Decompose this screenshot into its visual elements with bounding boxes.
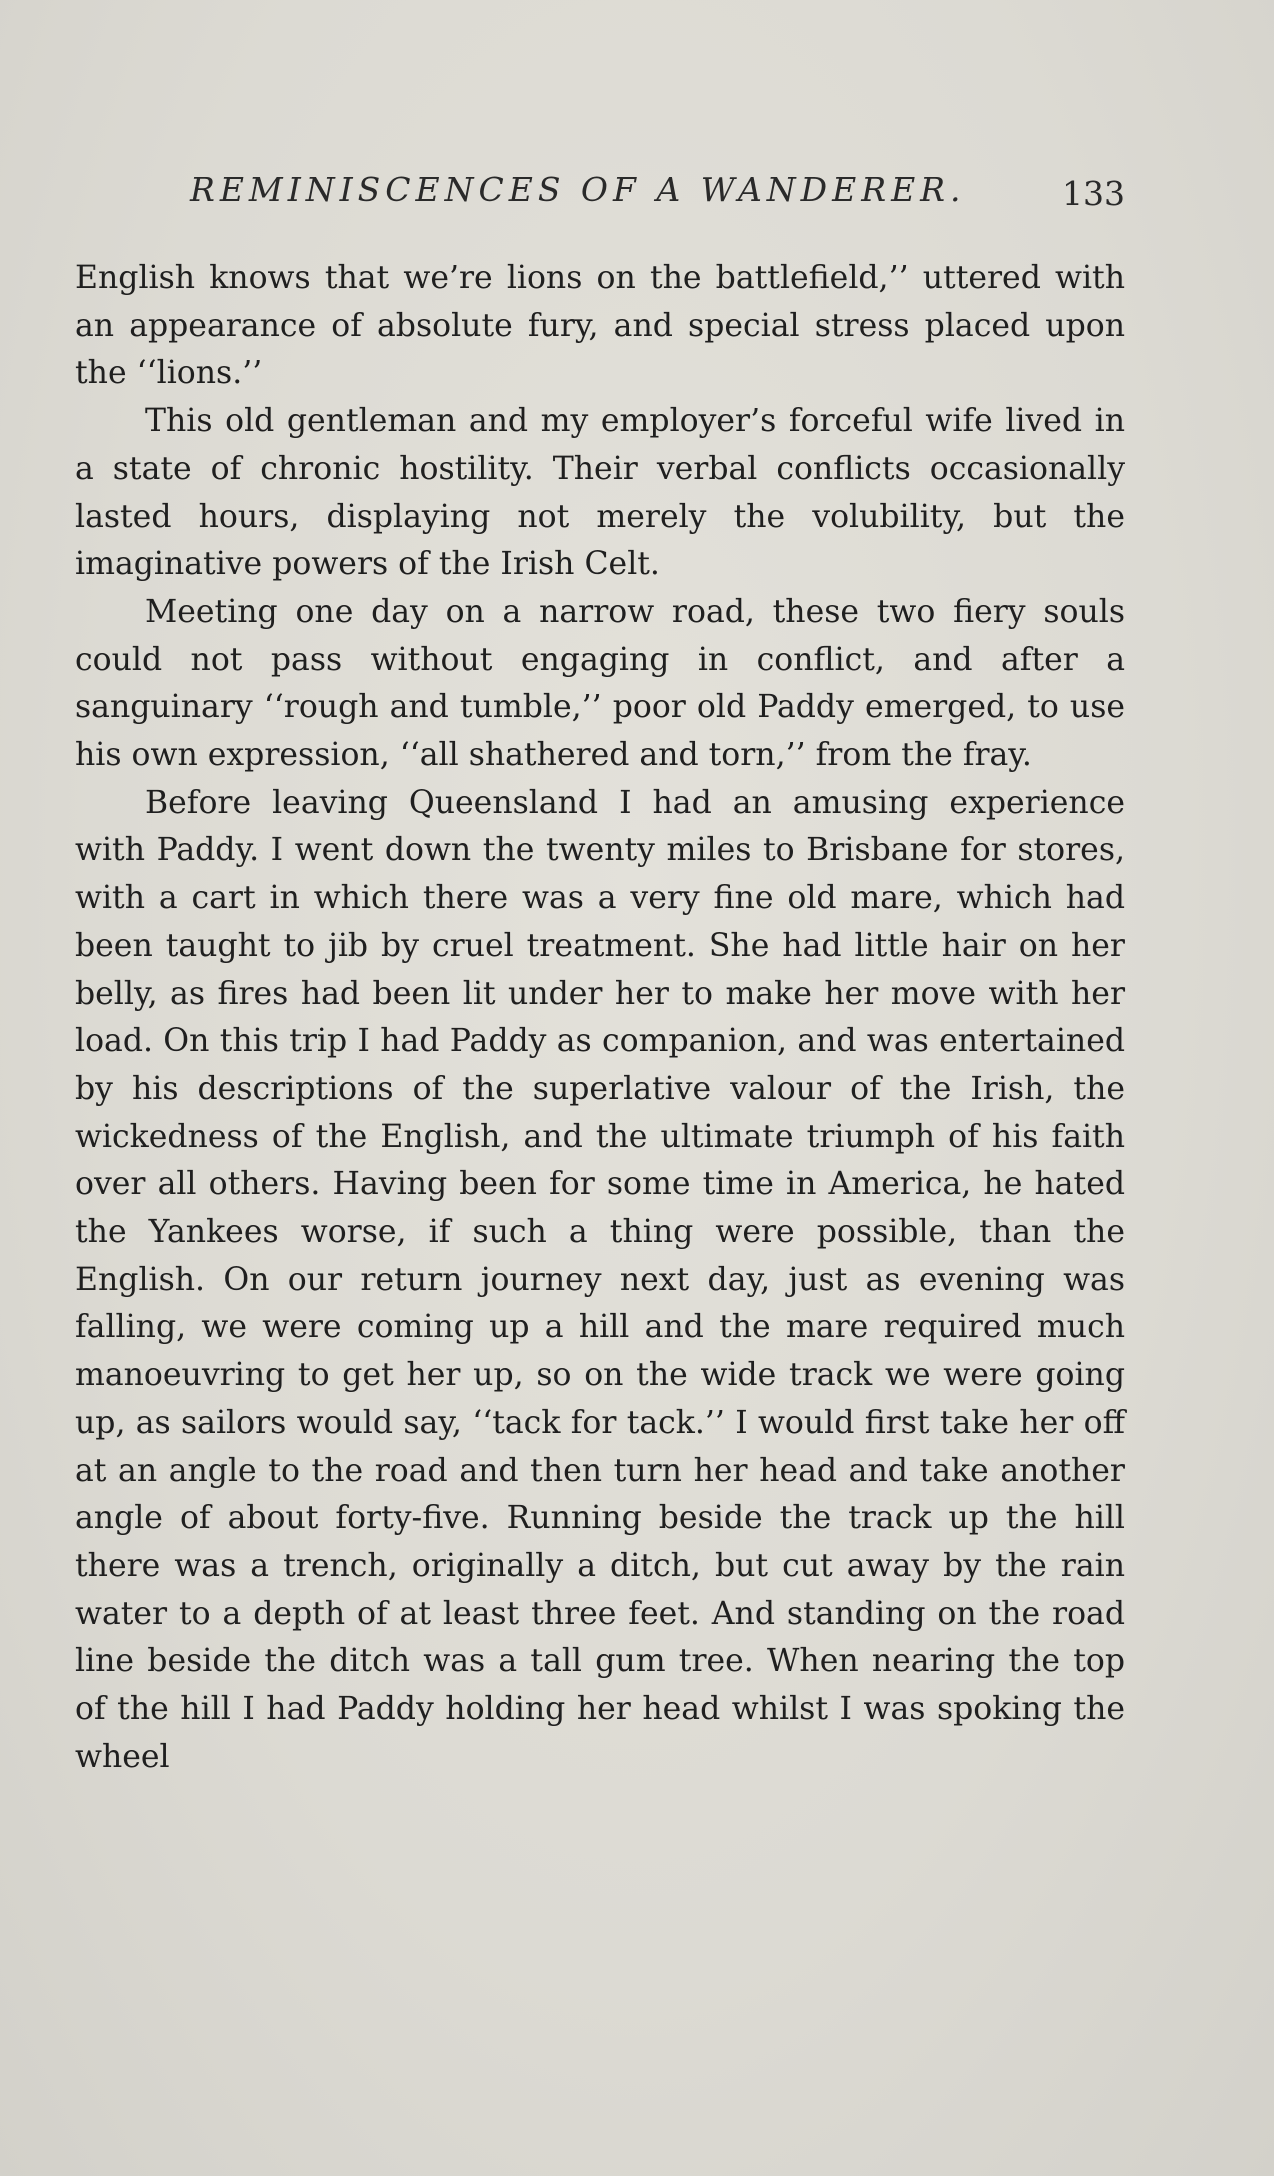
paragraph: Before leaving Queensland I had an amusing experience with Paddy. I went down the twenty miles to Brisbane for stores, with a cart in which there was a very fine old mare, which had been taught to jib by cruel treatment. She had little hair on her belly, as fires had been lit under her to make her move with her load. On this trip I had Paddy as companion, and was entertained by his descriptions of the superlative valour of the Irish, the wickedness of the English, and the ultimate triumph of his faith over all others. Having been for some time in America, he hated the Yankees worse, if such a thing were possible, than the English. On our return journey next day, just as evening was falling, we were coming up a hill and the mare required much manoeuvring to get her up, so on the wide track we were going up, as sailors would say, ‘‘tack for tack.’’ I would first take her off at an angle to the road and then turn her head and take another angle of about forty-five. Running beside the track up the hill there was a trench, originally a ditch, but cut away by the rain water to a depth of at least three feet. And standing on the road line beside the ditch was a tall gum tree. When nearing the top of the hill I had Paddy holding her head whilst I was spoking the wheel [75, 784, 1125, 1775]
page-header [75, 170, 1125, 220]
body-text [75, 255, 1125, 1782]
paragraph: Meeting one day on a narrow road, these two fiery souls could not pass without engaging in conflict, and after a sanguinary ‘‘rough and tumble,’’ poor old Paddy emerged, to use his own expression, ‘‘all shathered and torn,’’ from the fray. [75, 593, 1125, 774]
paragraph: This old gentleman and my employer’s forceful wife lived in a state of chronic hostility. Their verbal conflicts occasionally lasted hours, displaying not merely the volubility, but the imaginative powers of the Irish Celt. [75, 403, 1125, 583]
running-head: REMINISCENCES OF A WANDERER. [190, 170, 966, 209]
page-number: 133 [1062, 174, 1125, 213]
paragraph-continued: English knows that we’re lions on the battlefield,’’ uttered with an appearance of absolute fury, and special stress placed upon the ‘‘lions.’’ [75, 260, 1125, 392]
